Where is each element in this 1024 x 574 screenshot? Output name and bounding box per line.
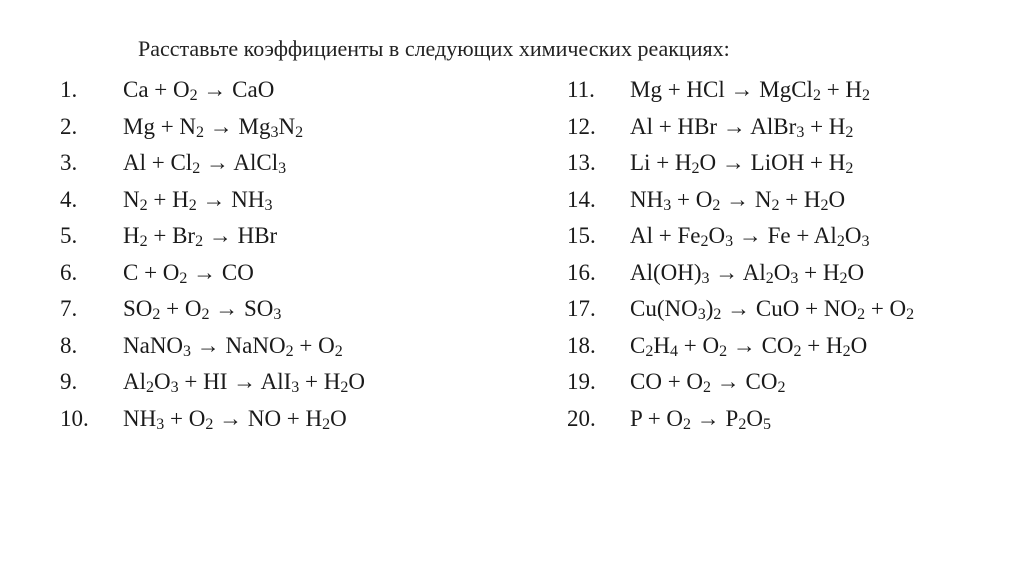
reaction-number: 10. xyxy=(60,405,89,431)
reaction-number: 1. xyxy=(60,77,78,102)
reaction-number: 2. xyxy=(60,113,78,139)
reaction-equation: NaNO$_3$ → NaNO$_2$ + $O_2$ xyxy=(123,332,343,360)
reaction-equation: $Al + Cl_2$ → AlCl$_3$ xyxy=(123,150,287,177)
reaction-number: 20. xyxy=(567,405,596,431)
reaction-equation: $NH_3 + O_2 \to N_2 + H_2O$ xyxy=(630,186,846,214)
reaction-equation: $C_2H_4 + O_2 \to CO_2 + H_2O$ xyxy=(630,332,868,360)
reaction-number: 8. xyxy=(60,332,78,358)
reaction-number: 4. xyxy=(60,186,78,212)
page-title: Расставьте коэффициенты в следующих химических реакциях: xyxy=(138,36,730,61)
reaction-number: 17. xyxy=(567,296,596,321)
reaction-number: 18. xyxy=(567,332,596,358)
reaction-number: 12. xyxy=(567,113,596,139)
reaction-equation: $Al_2O_3$ + HI → $AlI_3 + H_2O$ xyxy=(123,369,365,396)
reaction-equation: $Cu(NO_3)_2$ → CuO + $NO_2 + O_2$ xyxy=(630,296,915,323)
reaction-number: 7. xyxy=(60,296,78,321)
reaction-equation: Al + HBr → AlBr$_3$ + $H_2$ xyxy=(630,113,854,141)
reaction-number: 11. xyxy=(567,77,595,102)
reaction-equation: CO + $O_2 \to CO_2$ xyxy=(630,369,786,396)
reaction-equation: $Li + H_2O$ → LiOH + $H_2$ xyxy=(630,150,854,177)
reaction-number: 14. xyxy=(567,186,596,212)
reaction-equation: $N_2 + H_2 \to NH_3$ xyxy=(123,186,273,214)
reaction-number: 9. xyxy=(60,369,78,394)
reaction-equation: Mg + HCl → MgCl$_2$ + $H_2$ xyxy=(630,77,871,104)
reaction-equation: $NH_3 + O_2$ → NO + $H_2O$ xyxy=(123,405,347,433)
reaction-number: 5. xyxy=(60,223,78,248)
reaction-number: 16. xyxy=(567,259,596,285)
reaction-equation: $SO_2 + O_2 \to SO_3$ xyxy=(123,296,282,323)
reaction-equation: $H_2 + Br_2$ → HBr xyxy=(123,223,278,250)
reaction-equation: $C + O_2$ → CO xyxy=(123,259,254,287)
reaction-number: 6. xyxy=(60,259,78,285)
reaction-number: 15. xyxy=(567,223,596,248)
reaction-equation: $Al + Fe_2O_3 \to Fe + Al_2O_3$ xyxy=(630,223,870,250)
reaction-equation: $Al(OH)_3 \to Al_2O_3 + H_2O$ xyxy=(630,259,865,287)
reaction-number: 3. xyxy=(60,150,78,175)
reaction-equation: $Mg + N_2 \to Mg_3N_2$ xyxy=(123,113,304,141)
reaction-number: 13. xyxy=(567,150,596,175)
reaction-equation: $P + O_2 \to P_2O_5$ xyxy=(630,405,771,433)
reaction-number: 19. xyxy=(567,369,596,394)
reaction-equation: $Ca + O_2$ → CaO xyxy=(123,77,275,104)
